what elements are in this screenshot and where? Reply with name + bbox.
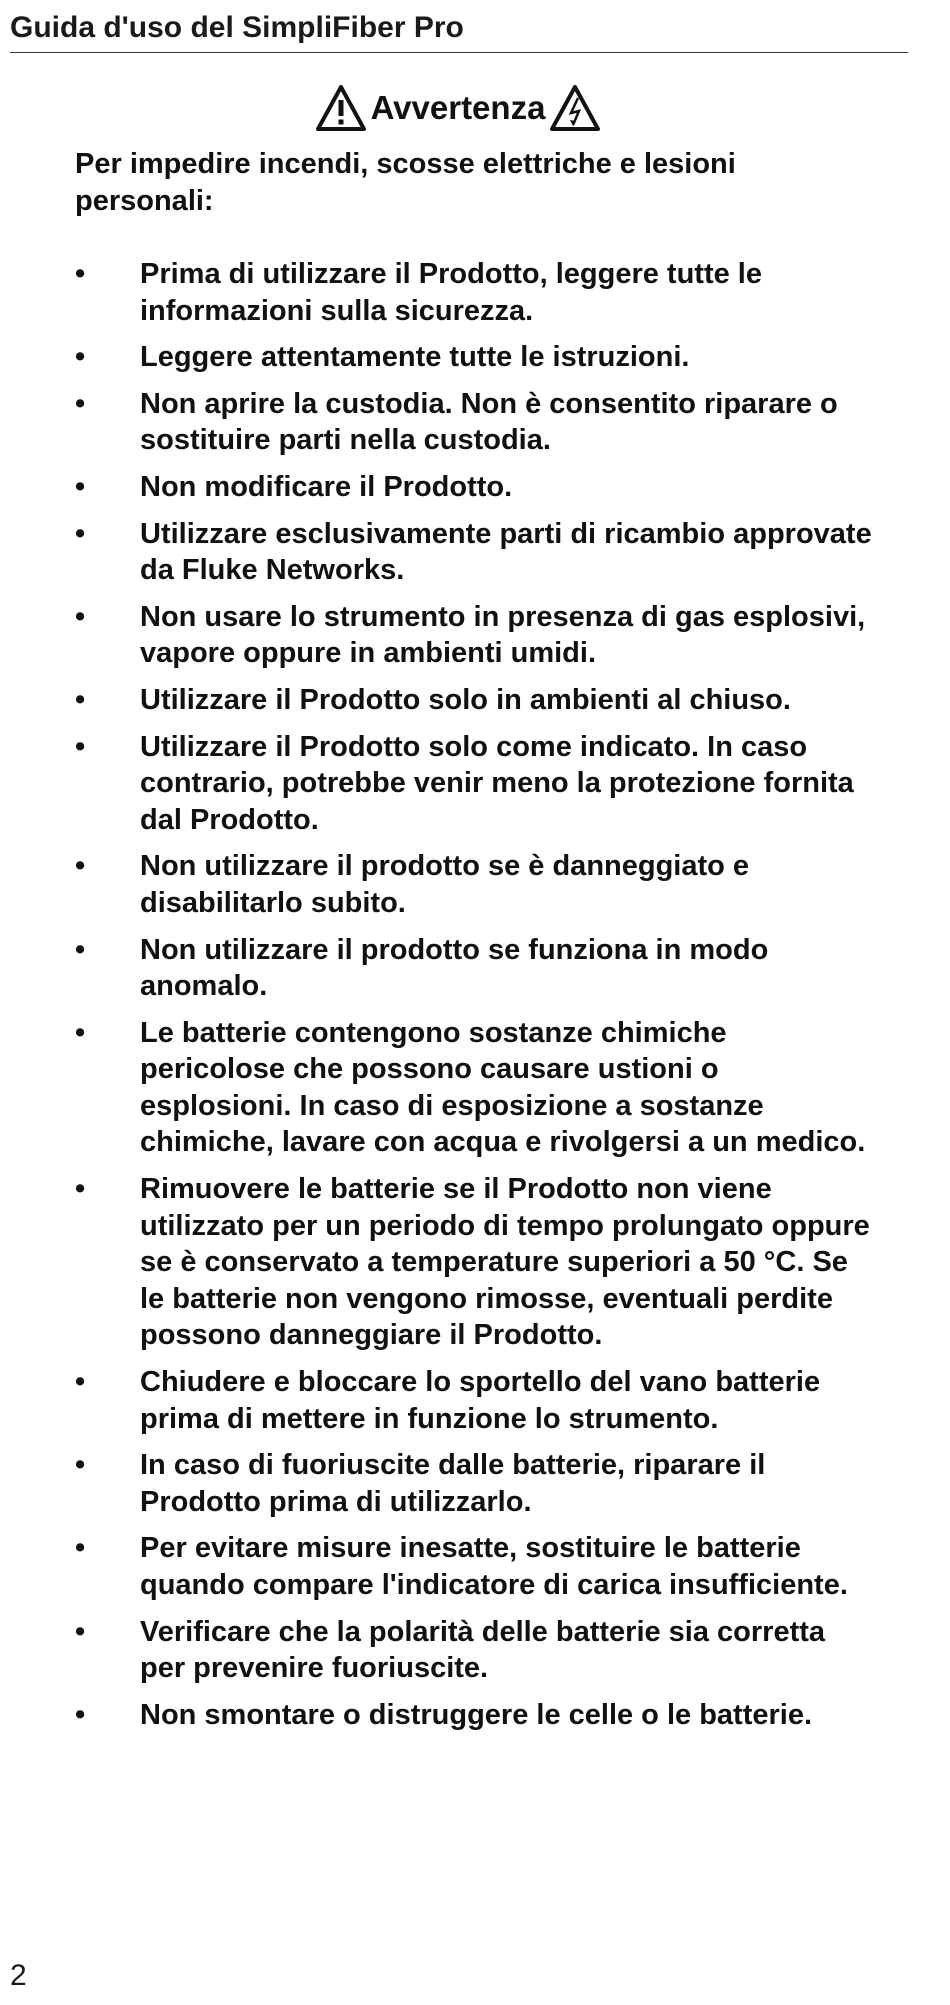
safety-item-text: Le batterie contengono sostanze chimiche pericolose che possono causare ustioni o esplosioni. In caso di esposizione a sostanze chimiche, lavare con acqua e rivolgersi a un medico. [140,1016,866,1159]
safety-item-text: Leggere attentamente tutte le istruzioni. [140,341,690,374]
bullet-icon: • [75,1366,86,1399]
safety-item-text: Rimuovere le batterie se il Prodotto non viene utilizzato per un periodo di tempo prolungato oppure se è conservato a temperature superiori a 50 °C. Se le batterie non vengono rimosse, eventuali perdite possono danneggiare il Prodotto. [140,1173,870,1352]
safety-list-item [75,339,875,376]
bullet-icon: • [75,683,86,716]
safety-item-text: Non utilizzare il prodotto se è danneggiato e disabilitarlo subito. [140,850,750,919]
safety-list [75,256,875,1743]
safety-list-item [75,1364,875,1437]
safety-item-text: Utilizzare il Prodotto solo in ambienti al chiuso. [140,683,791,716]
safety-list-item [75,932,875,1005]
bullet-icon: • [75,1532,86,1565]
safety-item-text: Verificare che la polarità delle batterie sia corretta per prevenire fuoriuscite. [140,1615,826,1685]
bullet-icon: • [75,470,86,503]
bullet-icon: • [75,1016,86,1049]
bullet-icon: • [75,517,86,550]
bullet-icon: • [75,1449,86,1482]
page-number: 2 [10,1959,27,1992]
bullet-icon: • [75,341,86,374]
bullet-icon: • [75,933,86,966]
safety-list-item [75,256,875,329]
safety-list-item [75,469,875,506]
safety-item-text: Utilizzare il Prodotto solo come indicato. In caso contrario, potrebbe venir meno la protezione fornita dal Prodotto. [140,730,854,836]
warning-intro: Per impedire incendi, scosse elettriche e lesioni personali: [75,148,736,217]
safety-item-text: Non usare lo strumento in presenza di gas esplosivi, vapore oppure in ambienti umidi. [140,600,866,670]
safety-list-item [75,729,875,839]
safety-item-text: Utilizzare esclusivamente parti di ricambio approvate da Fluke Networks. [140,517,872,587]
safety-list-item [75,848,875,921]
bullet-icon: • [75,258,86,290]
safety-list-item [75,1171,875,1354]
safety-item-text: Non modificare il Prodotto. [140,470,513,503]
bullet-icon: • [75,1615,86,1648]
safety-list-item [75,516,875,589]
safety-list-item [75,1614,875,1687]
safety-list-item [75,1015,875,1161]
bullet-icon: • [75,730,86,763]
safety-item-text: Non smontare o distruggere le celle o le batterie. [140,1698,813,1731]
warning-heading [0,84,916,132]
safety-list-item [75,386,875,459]
bullet-icon: • [75,1698,86,1731]
warning-title: Avvertenza [370,89,546,126]
page-header: Guida d'uso del SimpliFiber Pro [10,10,908,53]
bullet-icon: • [75,1173,86,1206]
safety-item-text: Chiudere e bloccare lo sportello del vano batterie prima di mettere in funzione lo strumento. [140,1366,821,1435]
safety-item-text: Non utilizzare il prodotto se funziona in modo anomalo. [140,933,769,1003]
safety-list-item [75,1697,875,1734]
bullet-icon: • [75,850,86,883]
safety-list-item [75,1447,875,1520]
bullet-icon: • [75,600,86,633]
safety-list-item [75,599,875,672]
high-voltage-icon [549,84,601,132]
safety-item-text: Non aprire la custodia. Non è consentito riparare o sostituire parti nella custodia. [140,387,838,457]
safety-item-text: In caso di fuoriuscite dalle batterie, riparare il Prodotto prima di utilizzarlo. [140,1449,766,1518]
safety-list-item [75,1530,875,1603]
warning-triangle-icon [315,84,367,132]
safety-list-item [75,682,875,719]
safety-item-text: Per evitare misure inesatte, sostituire le batterie quando compare l'indicatore di carica insufficiente. [140,1532,848,1601]
safety-item-text: Prima di utilizzare il Prodotto, leggere tutte le informazioni sulla sicurezza. [140,258,762,327]
bullet-icon: • [75,387,86,420]
